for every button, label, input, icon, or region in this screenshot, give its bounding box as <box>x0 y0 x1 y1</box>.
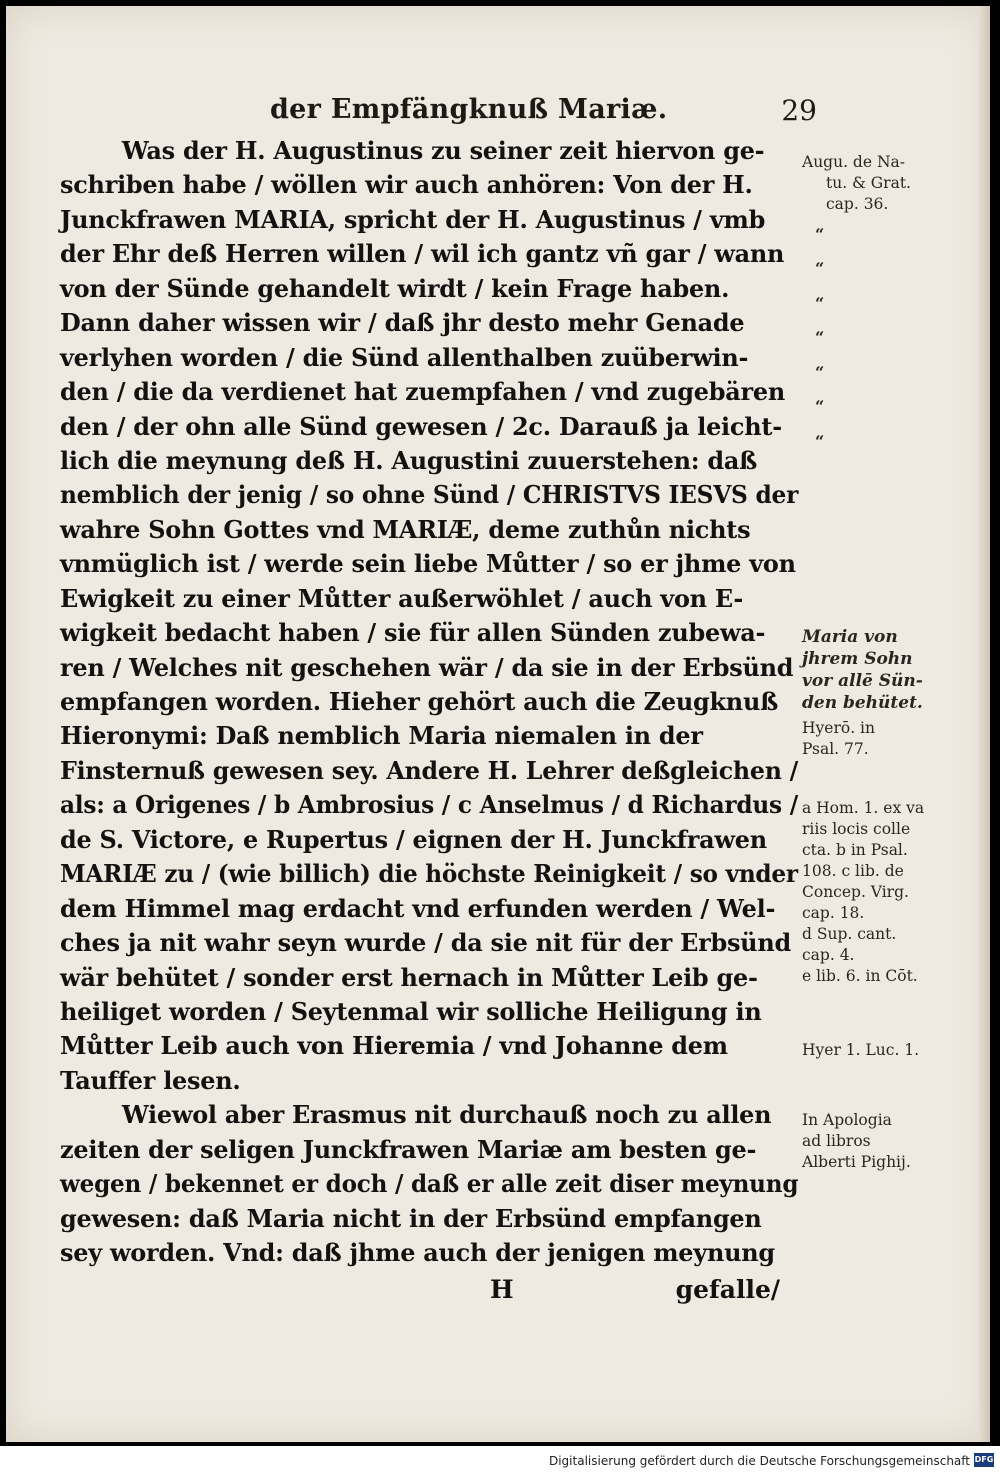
margin-line: d Sup. cant. <box>802 925 897 943</box>
margin-line: cap. 18. <box>802 904 865 922</box>
text-line: MARIÆ zu / (wie billich) die höchste Reinigkeit / so vnder <box>60 859 798 889</box>
text-line: Dann daher wissen wir / daß jhr desto mehr Genade <box>60 308 745 338</box>
text-line: vnmüglich ist / werde sein liebe Můtter / so er jhme von <box>60 549 796 579</box>
margin-line: den behütet. <box>802 693 923 713</box>
margin-line: Hyer 1. Luc. 1. <box>802 1041 920 1059</box>
text-line: der Ehr deß Herren willen / wil ich gantz vñ gar / wann <box>60 239 785 269</box>
page-number: 29 <box>781 94 817 127</box>
main-text-block <box>60 134 800 1270</box>
text-line: Ewigkeit zu einer Můtter außerwöhlet / auch von E- <box>60 583 744 613</box>
text-line: wigkeit bedacht haben / sie für allen Sünden zubewa- <box>60 618 766 648</box>
marginal-note-maria <box>802 626 952 714</box>
margin-line: riis locis colle <box>802 820 911 838</box>
text-line: gewesen: daß Maria nicht in der Erbsünd empfangen <box>60 1203 762 1233</box>
quotation-mark: “ <box>815 362 825 382</box>
margin-line: In Apologia <box>802 1111 892 1129</box>
text-line: zeiten der seligen Junckfrawen Mariæ am besten ge- <box>60 1134 757 1164</box>
text-line: den / die da verdienet hat zuempfahen / vnd zugebären <box>60 377 786 407</box>
text-line: sey worden. Vnd: daß jhme auch der jenigen meynung <box>60 1238 775 1267</box>
margin-line: Hyerō. in <box>802 719 875 737</box>
quotation-mark: “ <box>815 397 825 417</box>
text-line: Hieronymi: Daß nemblich Maria niemalen in der <box>60 721 703 751</box>
text-line: Junckfrawen MARIA, spricht der H. Augustinus / vmb <box>60 204 766 234</box>
text-line: wegen / bekennet er doch / daß er alle zeit diser meynung <box>60 1169 799 1199</box>
text-line: Was der H. Augustinus zu seiner zeit hiervon ge- <box>121 136 765 165</box>
footer-bar <box>0 1446 1000 1476</box>
margin-line: Concep. Virg. <box>802 883 909 901</box>
text-line: wahre Sohn Gottes vnd MARIÆ, deme zuthůn nichts <box>60 514 751 544</box>
text-line: ches ja nit wahr seyn wurde / da sie nit für der Erbsünd <box>60 928 791 958</box>
quotation-mark: “ <box>815 431 825 451</box>
quotation-mark: “ <box>815 293 825 313</box>
text-line: als: a Origenes / b Ambrosius / c Anselmus / d Richardus / <box>60 790 798 820</box>
funding-note: Digitalisierung gefördert durch die Deutsche Forschungsgemeinschaft <box>548 1454 970 1468</box>
margin-line: 108. c lib. de <box>802 862 904 880</box>
margin-line: ad libros <box>802 1132 871 1150</box>
margin-line: Alberti Pighij. <box>802 1153 911 1171</box>
signature-mark: H <box>490 1275 514 1304</box>
text-line: Wiewol aber Erasmus nit durchauß noch zu allen <box>121 1100 772 1130</box>
text-line: Můtter Leib auch von Hieremia / vnd Johanne dem <box>60 1031 728 1061</box>
text-line: Tauffer lesen. <box>60 1065 241 1095</box>
margin-line: Augu. de Na- <box>802 153 905 171</box>
text-line: ren / Welches nit geschehen wär / da sie in der Erbsünd <box>60 652 794 682</box>
margin-line: a Hom. 1. ex va <box>802 799 925 817</box>
text-line: lich die meynung deß H. Augustini zuuerstehen: daß <box>60 445 758 475</box>
quotation-mark: “ <box>815 328 825 348</box>
text-line: schriben habe / wöllen wir auch anhören: Von der H. <box>60 170 753 200</box>
margin-line: Maria von <box>802 627 898 647</box>
text-line: wär behütet / sonder erst hernach in Můtter Leib ge- <box>60 962 758 992</box>
quotation-mark: “ <box>815 225 825 244</box>
marginal-note-erasmus <box>802 1110 952 1173</box>
margin-line: tu. & Grat. <box>826 174 911 192</box>
catchword: gefalle/ <box>675 1275 780 1304</box>
marginal-note-sources <box>802 798 952 987</box>
page-edge <box>978 6 990 1442</box>
text-line: Finsternuß gewesen sey. Andere H. Lehrer deßgleichen / <box>60 755 799 785</box>
page-header <box>250 92 825 132</box>
quotation-mark: “ <box>815 259 825 279</box>
running-title: der Empfängknuß Mariæ. <box>270 94 668 125</box>
text-line: de S. Victore, e Rupertus / eignen der H. Junckfrawen <box>60 824 767 854</box>
margin-line: cap. 36. <box>826 195 889 213</box>
catch-line <box>60 1273 780 1313</box>
text-line: den / der ohn alle Sünd gewesen / 2c. Darauß ja leicht- <box>60 411 782 441</box>
margin-line: vor allē Sün- <box>802 671 923 691</box>
margin-line: Psal. 77. <box>802 740 869 758</box>
dfg-logo-icon: DFG <box>974 1453 994 1467</box>
text-line: empfangen worden. Hieher gehört auch die Zeugknuß <box>60 687 779 716</box>
text-line: heiliget worden / Seytenmal wir solliche Heiligung in <box>60 996 762 1026</box>
margin-line: jhrem Sohn <box>802 649 913 669</box>
marginal-note-augustine <box>802 152 952 215</box>
margin-line: cta. b in Psal. <box>802 841 908 859</box>
marginal-note-hieronymus <box>802 718 952 760</box>
marginal-note-luke <box>802 1040 952 1061</box>
quotation-marks-column <box>815 218 855 459</box>
text-line: verlyhen worden / die Sünd allenthalben zuüberwin- <box>60 342 749 372</box>
text-line: nemblich der jenig / so ohne Sünd / CHRISTVS IESVS der <box>60 480 799 510</box>
text-line: dem Himmel mag erdacht vnd erfunden werden / Wel- <box>60 893 776 923</box>
margin-line: e lib. 6. in Cōt. <box>802 967 918 985</box>
margin-line: cap. 4. <box>802 946 855 964</box>
text-line: von der Sünde gehandelt wirdt / kein Frage haben. <box>60 273 730 303</box>
